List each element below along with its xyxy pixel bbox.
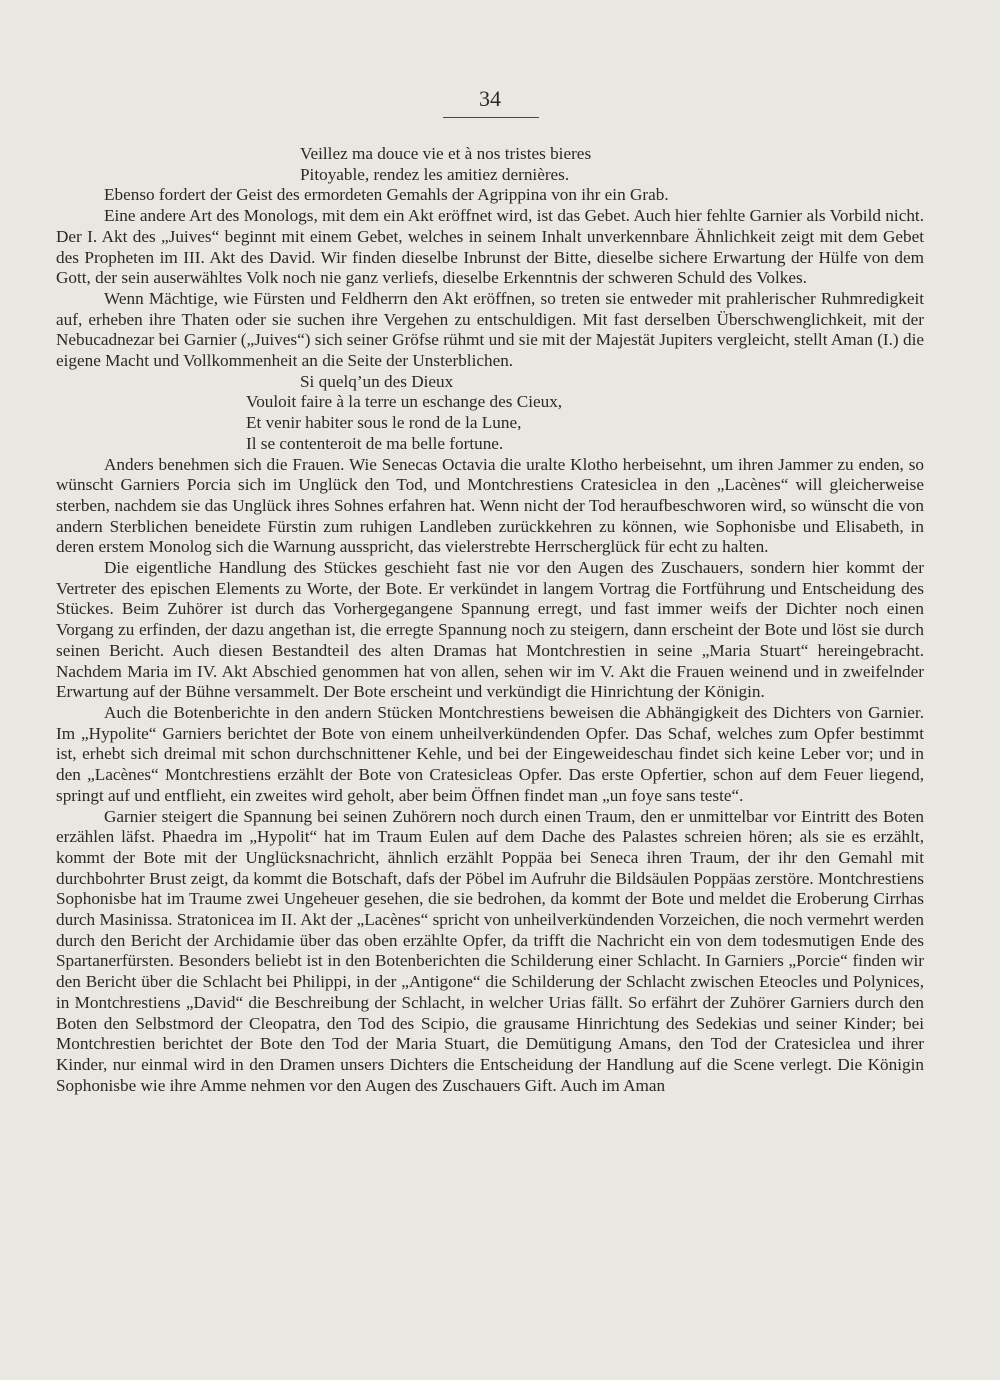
- paragraph: Garnier steigert die Spannung bei seinen Zuhörern noch durch einen Traum, den er unmittelbar vor Eintritt des Boten erzählen läfst. Phaedra im „Hypolit“ hat im Traum Eulen auf dem Dache des Palastes schreien hören; als sie es erzählt, kommt der Bote mit der Unglücksnachricht, ähnlich erzählt Poppäa bei Seneca ihren Traum, der ihr den Gemahl mit durchbohrter Brust zeigt, da kommt die Botschaft, dafs der Pöbel im Aufruhr die Bildsäulen Poppäas zerstöre. Montchrestiens Sophonisbe hat im Traume zwei Ungeheuer gesehen, die sie bedrohen, da kommt der Bote und meldet die Eroberung Cirrhas durch Masinissa. Stratonicea im II. Akt der „Lacènes“ spricht von unheilverkündenden Vorzeichen, die noch vermehrt werden durch den Bericht der Archidamie über das oben erzählte Opfer, da trifft die Nachricht ein von dem todesmutigen Ende des Spartanerfürsten. Besonders beliebt ist in den Botenberichten die Schilderung einer Schlacht. In Garniers „Porcie“ finden wir den Bericht über die Schlacht bei Philippi, in der „Antigone“ die Schilderung der Schlacht zwischen Eteocles und Polynices, in Montchrestiens „David“ die Beschreibung der Schlacht, in welcher Urias fällt. So erfährt der Zuhörer Garniers durch den Boten den Selbstmord der Cleopatra, den Tod des Scipio, die grausame Hinrichtung des Sedekias und seiner Kinder; bei Montchrestien berichtet der Bote den Tod der Maria Stuart, die Demütigung Amans, den Tod der Cratesiclea und ihrer Kinder, nur einmal wird in den Dramen unsers Dichters die Entscheidung der Handlung auf die Scene verlegt. Die Königin Sophonisbe wie ihre Amme nehmen vor den Augen des Zuschauers Gift. Auch im Aman: [56, 806, 924, 1095]
- paragraph: Auch die Botenberichte in den andern Stücken Montchrestiens beweisen die Abhängigkeit des Dichters von Garnier. Im „Hypolite“ Garniers berichtet der Bote von einem unheilverkündenden Opfer. Das Schaf, welches zum Opfer bestimmt ist, erhebt sich dreimal mit schon durchschnittener Kehle, und bei der Eingeweideschau findet sich keine Leber vor; und in den „Lacènes“ Montchrestiens erzählt der Bote von Cratesicleas Opfer. Das erste Opfertier, schon auf dem Feuer liegend, springt auf und entflieht, ein zweites wird geholt, aber beim Öffnen findet man „un foye sans teste“.: [56, 702, 924, 805]
- page-number: 34: [479, 86, 501, 111]
- body-text: [56, 144, 924, 1096]
- verse-line: Pitoyable, rendez les amitiez dernières.: [300, 164, 570, 184]
- paragraph: Eine andere Art des Monologs, mit dem ein Akt eröffnet wird, ist das Gebet. Auch hier fehlte Garnier als Vorbild nicht. Der I. Akt des „Juives“ beginnt mit einem Gebet, welches in seinem Inhalt unverkennbare Ähnlichkeit zeigt mit dem Gebet des Propheten im III. Akt des David. Wir finden dieselbe Inbrunst der Bitte, dieselbe sichere Erwartung der Hülfe von dem Gott, der sein auserwähltes Volk noch nie ganz verliefs, dieselbe Erkenntnis der schweren Schuld des Volkes.: [56, 206, 924, 288]
- verse-line: Si quelq’un des Dieux: [300, 371, 454, 391]
- verse-line: Il se contenteroit de ma belle fortune.: [246, 433, 504, 453]
- verse-line: Vouloit faire à la terre un eschange des Cieux,: [246, 392, 563, 412]
- paragraph: Anders benehmen sich die Frauen. Wie Senecas Octavia die uralte Klotho herbeisehnt, um ihren Jammer zu enden, so wünscht Garniers Porcia sich im Unglück den Tod, und Montchrestiens Cratesiclea in den „Lacènes“ will gleicherweise sterben, nachdem sie das Unglück ihres Sohnes erfahren hat. Wenn nicht der Tod heraufbeschworen wird, so wünscht die von andern Sterblichen beneidete Fürstin zum ruhigen Landleben zurückkehren zu können, wie Sophonisbe und Elisabeth, in deren erstem Monolog sich die Warnung ausspricht, das vielerstrebte Herrscherglück für echt zu halten.: [56, 454, 924, 557]
- page-number-rule: [443, 117, 539, 118]
- verse-line: Et venir habiter sous le rond de la Lune,: [246, 413, 522, 433]
- paragraph: Wenn Mächtige, wie Fürsten und Feldherrn den Akt eröffnen, so treten sie entweder mit prahlerischer Ruhmredigkeit auf, erheben ihre Thaten oder sie suchen ihre Vergehen zu entschuldigen. Mit fast derselben Überschwenglichkeit, mit der Nebucadnezar bei Garnier („Juives“) sich seiner Gröfse rühmt und sie mit der Majestät Jupiters vergleicht, stellt Aman (I.) die eigene Macht und Vollkommenheit an die Seite der Unsterblichen.: [56, 288, 924, 371]
- verse-line: Veillez ma douce vie et à nos tristes bieres: [300, 144, 592, 163]
- paragraph: Ebenso fordert der Geist des ermordeten Gemahls der Agrippina von ihr ein Grab.: [104, 185, 669, 205]
- paragraph: Die eigentliche Handlung des Stückes geschieht fast nie vor den Augen des Zuschauers, sondern hier kommt der Vertreter des epischen Elements zu Worte, der Bote. Er verkündet in langem Vortrag die Fortführung und Entscheidung des Stückes. Beim Zuhörer ist durch das Vorhergegangene Spannung erregt, und fast immer weifs der Dichter noch einen Vorgang zu erfinden, der dazu angethan ist, die erregte Spannung noch zu steigern, dann erscheint der Bote und löst sie durch seinen Bericht. Auch diesen Bestandteil des alten Dramas hat Montchrestien in seine „Maria Stuart“ hereingebracht. Nachdem Maria im IV. Akt Abschied genommen hat von allen, sehen wir im V. Akt die Frauen weinend und in zweifelnder Erwartung auf der Bühne versammelt. Der Bote erscheint und verkündigt die Hinrichtung der Königin.: [56, 558, 924, 702]
